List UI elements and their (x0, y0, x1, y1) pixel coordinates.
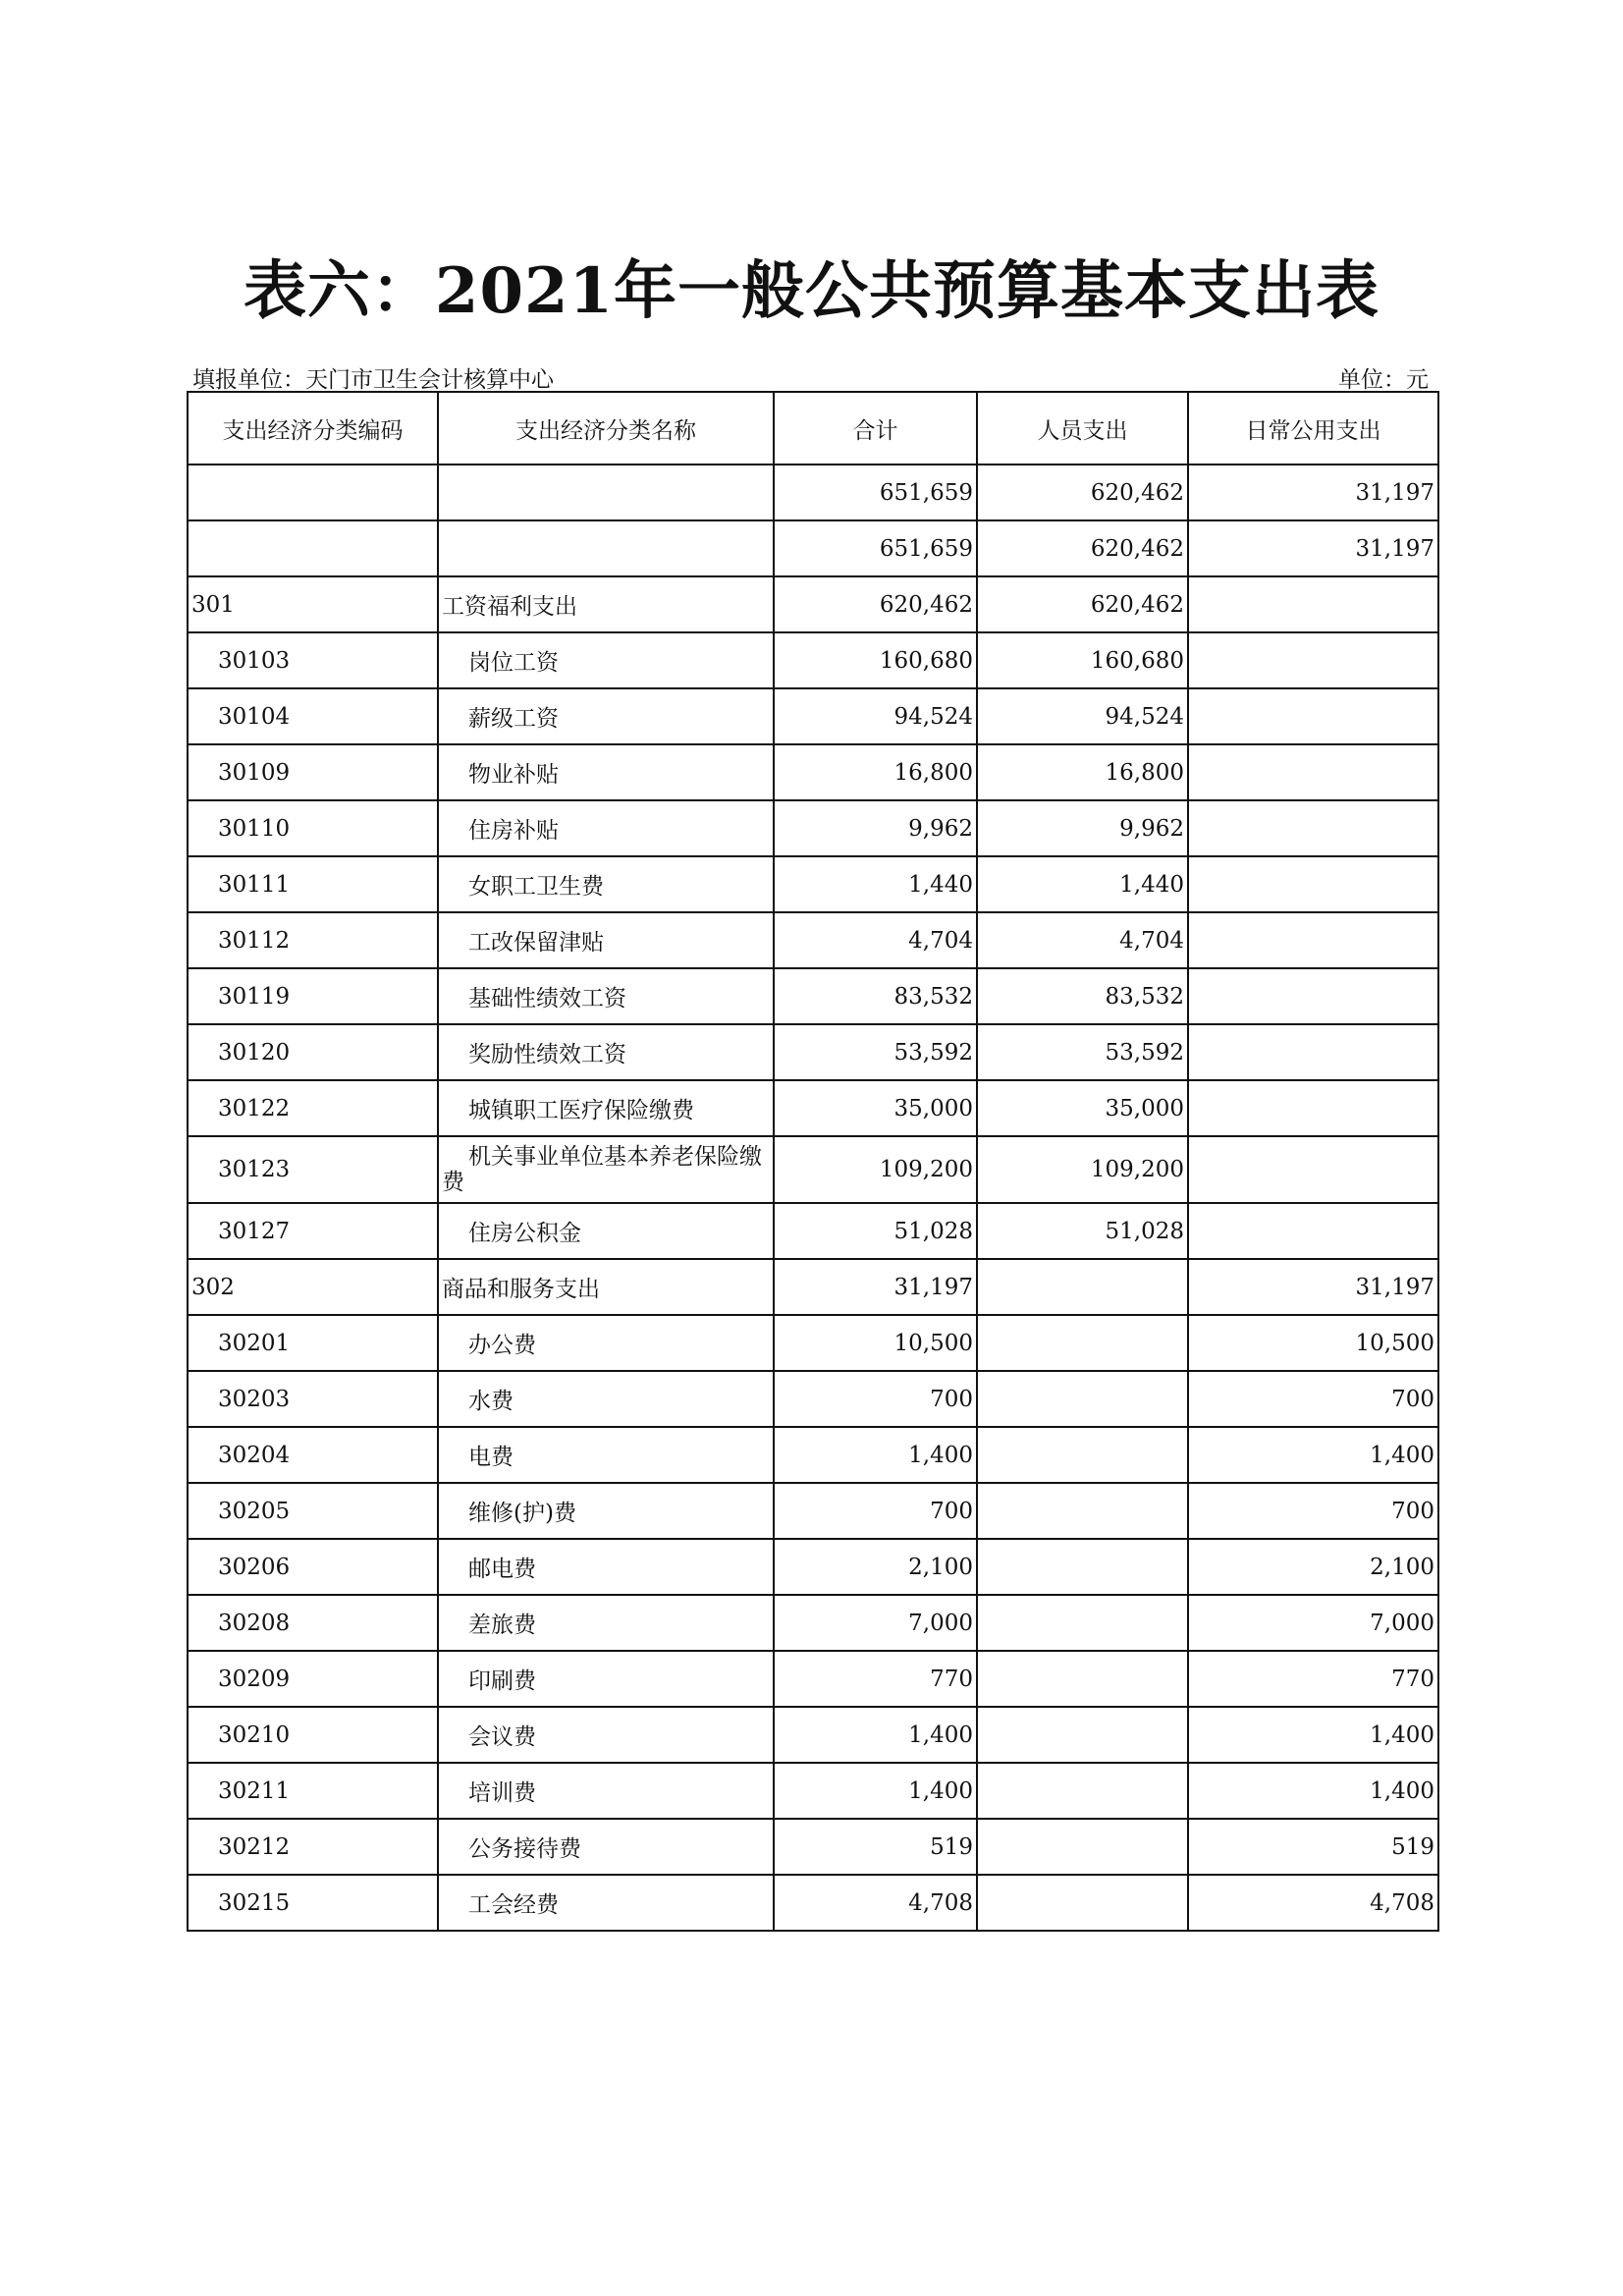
table-row (188, 912, 1438, 968)
cell-name: 维修(护)费 (438, 1483, 774, 1539)
cell-public: 1,400 (1188, 1427, 1438, 1483)
cell-name: 城镇职工医疗保险缴费 (438, 1080, 774, 1136)
cell-personnel (977, 1483, 1188, 1539)
cell-public: 700 (1188, 1371, 1438, 1427)
cell-total: 1,440 (774, 856, 977, 912)
cell-total: 9,962 (774, 800, 977, 856)
cell-personnel (977, 1371, 1188, 1427)
cell-public (1188, 1080, 1438, 1136)
table-row (188, 1483, 1438, 1539)
cell-code: 30119 (188, 968, 438, 1024)
table-row (188, 1136, 1438, 1203)
cell-code: 30209 (188, 1651, 438, 1707)
table-row (188, 1080, 1438, 1136)
column-header-name: 支出经济分类名称 (438, 392, 774, 465)
cell-personnel: 620,462 (977, 520, 1188, 576)
column-header-public: 日常公用支出 (1188, 392, 1438, 465)
cell-personnel (977, 1315, 1188, 1371)
cell-personnel (977, 1707, 1188, 1763)
cell-public: 7,000 (1188, 1595, 1438, 1651)
cell-public: 700 (1188, 1483, 1438, 1539)
cell-personnel: 35,000 (977, 1080, 1188, 1136)
cell-name: 邮电费 (438, 1539, 774, 1595)
cell-code: 30104 (188, 688, 438, 744)
cell-total: 53,592 (774, 1024, 977, 1080)
table-row (188, 1763, 1438, 1819)
cell-total: 4,708 (774, 1875, 977, 1931)
cell-personnel (977, 1819, 1188, 1875)
table-row (188, 520, 1438, 576)
cell-public (1188, 1024, 1438, 1080)
table-row (188, 1707, 1438, 1763)
cell-code: 30123 (188, 1136, 438, 1203)
cell-public: 770 (1188, 1651, 1438, 1707)
cell-personnel (977, 1875, 1188, 1931)
table-row (188, 1819, 1438, 1875)
cell-total: 519 (774, 1819, 977, 1875)
cell-name: 工会经费 (438, 1875, 774, 1931)
cell-name: 住房公积金 (438, 1203, 774, 1259)
cell-name: 培训费 (438, 1763, 774, 1819)
cell-public: 31,197 (1188, 1259, 1438, 1315)
cell-personnel (977, 1539, 1188, 1595)
cell-public: 4,708 (1188, 1875, 1438, 1931)
cell-name: 薪级工资 (438, 688, 774, 744)
cell-personnel: 160,680 (977, 632, 1188, 688)
cell-total: 109,200 (774, 1136, 977, 1203)
cell-code: 302 (188, 1259, 438, 1315)
cell-name (438, 520, 774, 576)
cell-personnel: 620,462 (977, 465, 1188, 520)
cell-total: 160,680 (774, 632, 977, 688)
cell-public: 1,400 (1188, 1763, 1438, 1819)
cell-total: 94,524 (774, 688, 977, 744)
cell-public: 2,100 (1188, 1539, 1438, 1595)
cell-name: 印刷费 (438, 1651, 774, 1707)
cell-code (188, 465, 438, 520)
cell-total: 10,500 (774, 1315, 977, 1371)
cell-code: 30205 (188, 1483, 438, 1539)
cell-name: 奖励性绩效工资 (438, 1024, 774, 1080)
cell-total: 51,028 (774, 1203, 977, 1259)
cell-public: 1,400 (1188, 1707, 1438, 1763)
table-row (188, 1875, 1438, 1931)
table-row (188, 688, 1438, 744)
cell-code: 301 (188, 576, 438, 632)
cell-public (1188, 1136, 1438, 1203)
cell-personnel (977, 1259, 1188, 1315)
cell-personnel (977, 1595, 1188, 1651)
cell-total: 1,400 (774, 1707, 977, 1763)
cell-code: 30208 (188, 1595, 438, 1651)
cell-name: 女职工卫生费 (438, 856, 774, 912)
cell-public (1188, 744, 1438, 800)
cell-code: 30201 (188, 1315, 438, 1371)
cell-personnel: 53,592 (977, 1024, 1188, 1080)
cell-code: 30212 (188, 1819, 438, 1875)
cell-name: 电费 (438, 1427, 774, 1483)
cell-total: 7,000 (774, 1595, 977, 1651)
cell-public (1188, 856, 1438, 912)
cell-personnel: 51,028 (977, 1203, 1188, 1259)
cell-name: 物业补贴 (438, 744, 774, 800)
cell-name: 水费 (438, 1371, 774, 1427)
cell-public (1188, 912, 1438, 968)
cell-code: 30215 (188, 1875, 438, 1931)
cell-personnel: 94,524 (977, 688, 1188, 744)
cell-public (1188, 968, 1438, 1024)
cell-code: 30122 (188, 1080, 438, 1136)
table-row (188, 744, 1438, 800)
cell-personnel: 620,462 (977, 576, 1188, 632)
cell-total: 651,659 (774, 465, 977, 520)
cell-name: 公务接待费 (438, 1819, 774, 1875)
table-row (188, 1651, 1438, 1707)
table-row (188, 1371, 1438, 1427)
table-row (188, 465, 1438, 520)
table-row (188, 632, 1438, 688)
cell-personnel (977, 1763, 1188, 1819)
cell-public: 519 (1188, 1819, 1438, 1875)
table-row (188, 1427, 1438, 1483)
cell-name: 会议费 (438, 1707, 774, 1763)
cell-name: 岗位工资 (438, 632, 774, 688)
column-header-total: 合计 (774, 392, 977, 465)
cell-personnel: 9,962 (977, 800, 1188, 856)
table-row (188, 1259, 1438, 1315)
cell-total: 770 (774, 1651, 977, 1707)
cell-name (438, 465, 774, 520)
cell-name: 基础性绩效工资 (438, 968, 774, 1024)
table-body (188, 465, 1438, 1931)
cell-code: 30120 (188, 1024, 438, 1080)
cell-total: 1,400 (774, 1763, 977, 1819)
table-row (188, 968, 1438, 1024)
cell-total: 31,197 (774, 1259, 977, 1315)
cell-code: 30111 (188, 856, 438, 912)
cell-public: 31,197 (1188, 465, 1438, 520)
cell-personnel: 1,440 (977, 856, 1188, 912)
cell-public: 31,197 (1188, 520, 1438, 576)
cell-name: 办公费 (438, 1315, 774, 1371)
cell-total: 651,659 (774, 520, 977, 576)
cell-code: 30210 (188, 1707, 438, 1763)
table-row (188, 1024, 1438, 1080)
cell-code: 30203 (188, 1371, 438, 1427)
table-row (188, 1595, 1438, 1651)
table-row (188, 800, 1438, 856)
cell-public: 10,500 (1188, 1315, 1438, 1371)
cell-code: 30103 (188, 632, 438, 688)
table-header-row (188, 392, 1438, 465)
cell-public (1188, 632, 1438, 688)
cell-code: 30127 (188, 1203, 438, 1259)
cell-personnel (977, 1427, 1188, 1483)
currency-unit-label: 单位：元 (1338, 367, 1429, 393)
column-header-personnel: 人员支出 (977, 392, 1188, 465)
cell-code: 30211 (188, 1763, 438, 1819)
table-row (188, 576, 1438, 632)
cell-public (1188, 688, 1438, 744)
table-row (188, 1315, 1438, 1371)
cell-total: 700 (774, 1371, 977, 1427)
cell-name: 商品和服务支出 (438, 1259, 774, 1315)
cell-name: 工资福利支出 (438, 576, 774, 632)
cell-code: 30109 (188, 744, 438, 800)
cell-total: 1,400 (774, 1427, 977, 1483)
cell-code (188, 520, 438, 576)
cell-name: 住房补贴 (438, 800, 774, 856)
cell-total: 620,462 (774, 576, 977, 632)
cell-code: 30112 (188, 912, 438, 968)
cell-total: 700 (774, 1483, 977, 1539)
cell-code: 30110 (188, 800, 438, 856)
cell-name: 差旅费 (438, 1595, 774, 1651)
table-row (188, 1203, 1438, 1259)
column-header-code: 支出经济分类编码 (188, 392, 438, 465)
cell-personnel: 83,532 (977, 968, 1188, 1024)
cell-total: 2,100 (774, 1539, 977, 1595)
cell-total: 16,800 (774, 744, 977, 800)
cell-name: 工改保留津贴 (438, 912, 774, 968)
cell-personnel: 4,704 (977, 912, 1188, 968)
cell-name: 机关事业单位基本养老保险缴费 (438, 1136, 774, 1203)
cell-personnel: 109,200 (977, 1136, 1188, 1203)
cell-code: 30204 (188, 1427, 438, 1483)
cell-total: 83,532 (774, 968, 977, 1024)
cell-total: 4,704 (774, 912, 977, 968)
page-title: 表六：2021年一般公共预算基本支出表 (243, 254, 1380, 328)
cell-personnel: 16,800 (977, 744, 1188, 800)
cell-code: 30206 (188, 1539, 438, 1595)
table-row (188, 1539, 1438, 1595)
cell-total: 35,000 (774, 1080, 977, 1136)
budget-table (187, 391, 1439, 1932)
cell-public (1188, 1203, 1438, 1259)
cell-public (1188, 800, 1438, 856)
reporting-unit-label: 填报单位：天门市卫生会计核算中心 (192, 367, 554, 393)
table-row (188, 856, 1438, 912)
cell-public (1188, 576, 1438, 632)
cell-personnel (977, 1651, 1188, 1707)
